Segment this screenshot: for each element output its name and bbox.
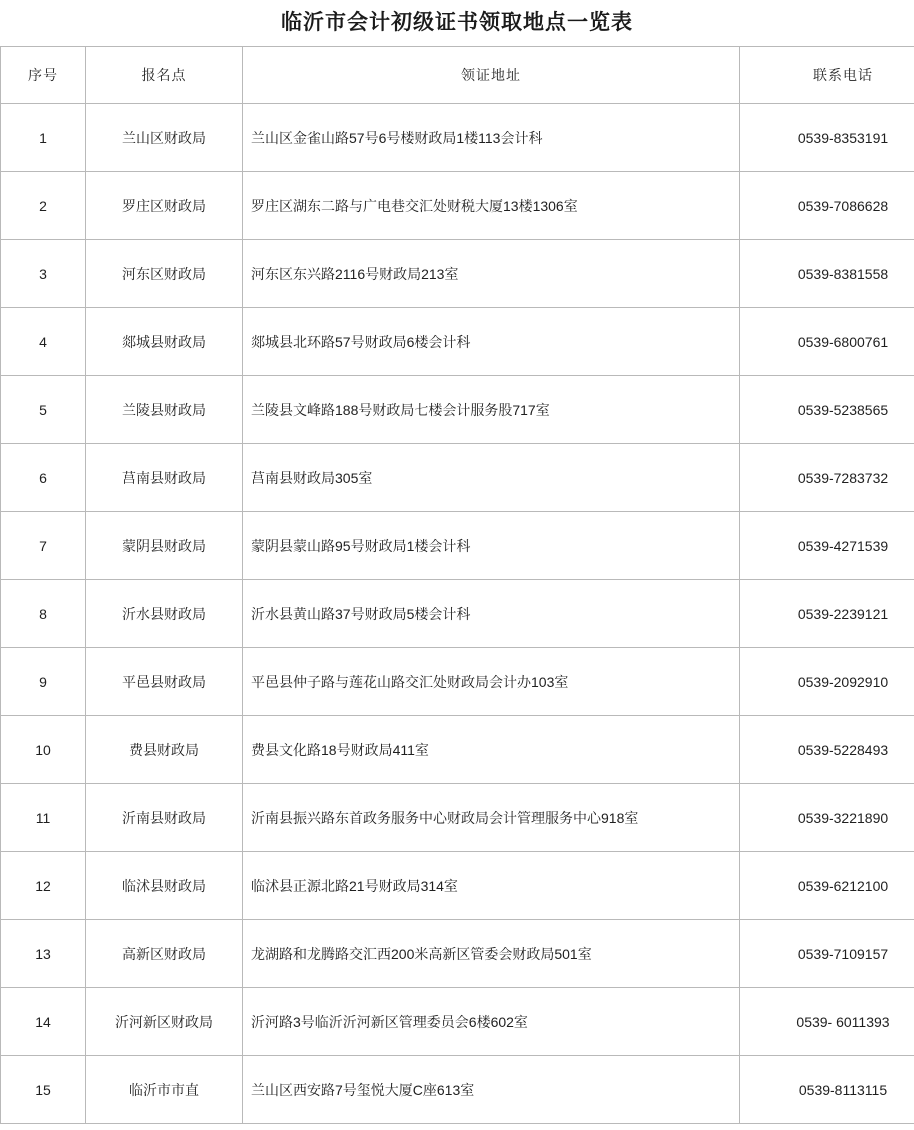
cell-site: 郯城县财政局 bbox=[86, 308, 243, 376]
cell-no: 4 bbox=[1, 308, 86, 376]
cell-no: 7 bbox=[1, 512, 86, 580]
cell-phone: 0539-8353191 bbox=[740, 104, 914, 172]
table-row bbox=[1, 512, 914, 580]
table-row bbox=[1, 648, 914, 716]
column-header-site: 报名点 bbox=[86, 47, 243, 104]
cell-site: 沂南县财政局 bbox=[86, 784, 243, 852]
cell-address: 郯城县北环路57号财政局6楼会计科 bbox=[243, 308, 740, 376]
table-row bbox=[1, 580, 914, 648]
cell-site: 费县财政局 bbox=[86, 716, 243, 784]
table-row bbox=[1, 444, 914, 512]
table-body bbox=[1, 104, 914, 1124]
cell-site: 河东区财政局 bbox=[86, 240, 243, 308]
cell-no: 11 bbox=[1, 784, 86, 852]
table-row bbox=[1, 104, 914, 172]
cell-no: 6 bbox=[1, 444, 86, 512]
cell-no: 5 bbox=[1, 376, 86, 444]
table-row bbox=[1, 852, 914, 920]
table-row bbox=[1, 1056, 914, 1124]
cell-address: 蒙阴县蒙山路95号财政局1楼会计科 bbox=[243, 512, 740, 580]
cell-site: 兰山区财政局 bbox=[86, 104, 243, 172]
cell-phone: 0539-6800761 bbox=[740, 308, 914, 376]
cell-phone: 0539-8113115 bbox=[740, 1056, 914, 1124]
cell-address: 兰山区西安路7号玺悦大厦C座613室 bbox=[243, 1056, 740, 1124]
cell-phone: 0539-7109157 bbox=[740, 920, 914, 988]
cell-site: 蒙阴县财政局 bbox=[86, 512, 243, 580]
table-header-row bbox=[1, 47, 914, 104]
cell-phone: 0539-7283732 bbox=[740, 444, 914, 512]
cell-address: 河东区东兴路2116号财政局213室 bbox=[243, 240, 740, 308]
cell-no: 13 bbox=[1, 920, 86, 988]
cell-no: 1 bbox=[1, 104, 86, 172]
cell-address: 兰山区金雀山路57号6号楼财政局1楼113会计科 bbox=[243, 104, 740, 172]
table-row bbox=[1, 308, 914, 376]
table-row bbox=[1, 172, 914, 240]
cell-address: 沂水县黄山路37号财政局5楼会计科 bbox=[243, 580, 740, 648]
cell-address: 平邑县仲子路与莲花山路交汇处财政局会计办103室 bbox=[243, 648, 740, 716]
certificate-pickup-table bbox=[0, 46, 914, 1124]
cell-site: 临沂市市直 bbox=[86, 1056, 243, 1124]
cell-no: 8 bbox=[1, 580, 86, 648]
cell-no: 15 bbox=[1, 1056, 86, 1124]
cell-address: 龙湖路和龙腾路交汇西200米高新区管委会财政局501室 bbox=[243, 920, 740, 988]
cell-site: 沂水县财政局 bbox=[86, 580, 243, 648]
cell-phone: 0539-2092910 bbox=[740, 648, 914, 716]
cell-address: 莒南县财政局305室 bbox=[243, 444, 740, 512]
cell-site: 莒南县财政局 bbox=[86, 444, 243, 512]
cell-no: 2 bbox=[1, 172, 86, 240]
table-row bbox=[1, 920, 914, 988]
cell-address: 费县文化路18号财政局411室 bbox=[243, 716, 740, 784]
cell-phone: 0539-6212100 bbox=[740, 852, 914, 920]
cell-phone: 0539-4271539 bbox=[740, 512, 914, 580]
cell-no: 3 bbox=[1, 240, 86, 308]
cell-site: 兰陵县财政局 bbox=[86, 376, 243, 444]
cell-no: 12 bbox=[1, 852, 86, 920]
cell-address: 沂南县振兴路东首政务服务中心财政局会计管理服务中心918室 bbox=[243, 784, 740, 852]
cell-no: 14 bbox=[1, 988, 86, 1056]
cell-address: 兰陵县文峰路188号财政局七楼会计服务股717室 bbox=[243, 376, 740, 444]
cell-site: 临沭县财政局 bbox=[86, 852, 243, 920]
cell-phone: 0539- 6011393 bbox=[740, 988, 914, 1056]
cell-phone: 0539-7086628 bbox=[740, 172, 914, 240]
cell-address: 罗庄区湖东二路与广电巷交汇处财税大厦13楼1306室 bbox=[243, 172, 740, 240]
cell-phone: 0539-5228493 bbox=[740, 716, 914, 784]
table-row bbox=[1, 240, 914, 308]
cell-site: 沂河新区财政局 bbox=[86, 988, 243, 1056]
cell-address: 沂河路3号临沂沂河新区管理委员会6楼602室 bbox=[243, 988, 740, 1056]
table-row bbox=[1, 988, 914, 1056]
cell-site: 平邑县财政局 bbox=[86, 648, 243, 716]
cell-site: 罗庄区财政局 bbox=[86, 172, 243, 240]
table-row bbox=[1, 784, 914, 852]
cell-phone: 0539-5238565 bbox=[740, 376, 914, 444]
cell-phone: 0539-2239121 bbox=[740, 580, 914, 648]
column-header-phone: 联系电话 bbox=[740, 47, 914, 104]
cell-address: 临沭县正源北路21号财政局314室 bbox=[243, 852, 740, 920]
cell-no: 9 bbox=[1, 648, 86, 716]
column-header-address: 领证地址 bbox=[243, 47, 740, 104]
cell-site: 高新区财政局 bbox=[86, 920, 243, 988]
cell-phone: 0539-8381558 bbox=[740, 240, 914, 308]
cell-no: 10 bbox=[1, 716, 86, 784]
table-row bbox=[1, 376, 914, 444]
cell-phone: 0539-3221890 bbox=[740, 784, 914, 852]
column-header-no: 序号 bbox=[1, 47, 86, 104]
page-title: 临沂市会计初级证书领取地点一览表 bbox=[281, 10, 633, 34]
table-row bbox=[1, 716, 914, 784]
